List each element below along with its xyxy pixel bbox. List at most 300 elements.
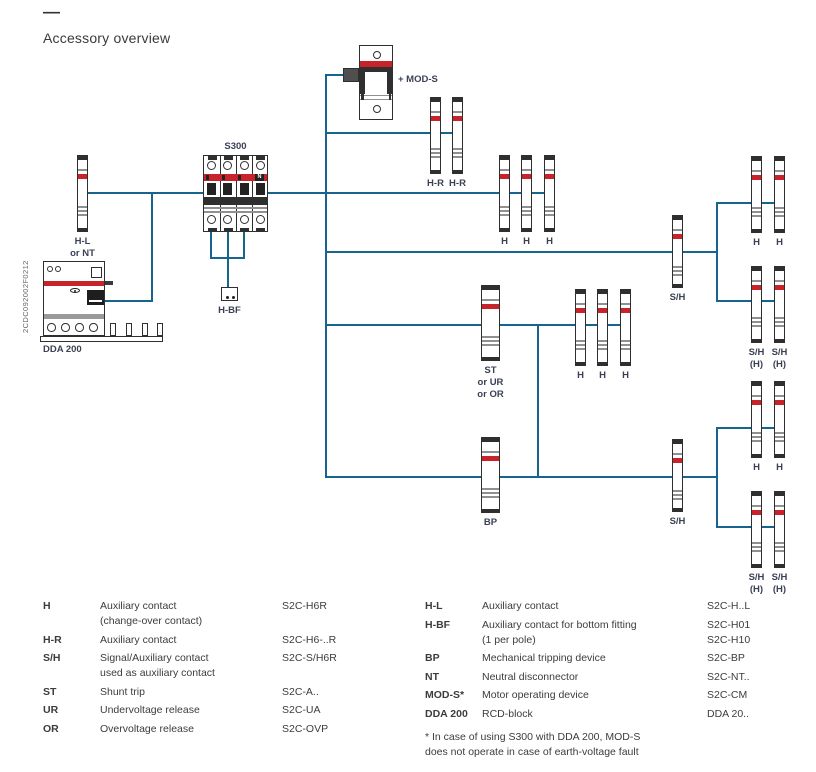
strip-line	[775, 436, 784, 438]
pole-separator	[220, 156, 221, 231]
strip-cap-top	[752, 382, 761, 386]
strip-line	[522, 214, 531, 216]
device-label-s300	[224, 141, 246, 153]
strip-line	[453, 156, 462, 158]
strip-line	[453, 148, 462, 150]
device-label-dda-200	[43, 344, 82, 356]
strip-line	[482, 340, 499, 342]
strip-line	[752, 280, 761, 282]
legend-code	[282, 599, 353, 629]
strip-line	[775, 215, 784, 217]
strip-cap-top	[752, 157, 761, 161]
hinge-tick-icon	[361, 94, 364, 100]
strip-line	[621, 348, 630, 350]
strip-line	[598, 303, 607, 305]
legend-code	[707, 707, 795, 722]
legend-code	[282, 651, 353, 681]
pole-tab-bottom-icon	[240, 228, 249, 232]
dda-body	[43, 261, 105, 336]
legend-code	[282, 722, 353, 737]
strip-line	[775, 170, 784, 172]
strip-line	[775, 440, 784, 442]
device-label-line: H	[523, 236, 530, 247]
device-label-line: H-L	[74, 236, 91, 247]
device-h-rt-2	[774, 156, 785, 233]
strip-cap-bottom	[752, 454, 761, 458]
device-label-line: H	[776, 462, 783, 473]
legend-term: H-BF	[425, 618, 451, 631]
device-h-bot-2	[597, 289, 608, 366]
strip-cap-bottom	[482, 357, 499, 361]
legend-desc-line: Undervoltage release	[100, 704, 200, 716]
legend-code	[707, 618, 795, 648]
wire-s300-pin-3	[243, 231, 245, 259]
legend-code	[282, 703, 353, 718]
legend-desc-line: Signal/Auxiliary contact	[100, 652, 209, 664]
device-h-bot-3	[620, 289, 631, 366]
legend-code-line: S2C-OVP	[282, 722, 329, 735]
device-label-h-top-2	[523, 236, 530, 248]
strip-cap-top	[545, 156, 554, 160]
legend-code	[282, 685, 353, 700]
legend-right	[425, 599, 795, 760]
legend-desc	[482, 688, 707, 703]
strip-line	[775, 505, 784, 507]
strip-line	[598, 348, 607, 350]
pole-toggle-icon	[240, 183, 249, 195]
red-band	[78, 174, 87, 179]
device-label-h-rb-1	[753, 462, 760, 474]
device-label-line: S/H	[669, 516, 686, 527]
legend-code-line: S2C-H6-..R	[282, 633, 337, 646]
device-h-r-2	[452, 97, 463, 174]
strip-line	[752, 436, 761, 438]
device-label-h-bot-3	[622, 370, 629, 382]
red-band	[752, 400, 761, 405]
strip-line	[752, 211, 761, 213]
pole-terminal-circle-icon	[207, 161, 216, 170]
strip-cap-top	[78, 156, 87, 160]
strip-line	[576, 344, 585, 346]
device-h-rb-1	[751, 381, 762, 458]
pole-terminal-circle-icon	[223, 161, 232, 170]
strip-cap-top	[522, 156, 531, 160]
device-label-line: S/H	[748, 347, 765, 358]
device-h-top-3	[544, 155, 555, 232]
red-band	[752, 175, 761, 180]
device-s-h-lower	[672, 439, 683, 512]
device-s-h-rb-2	[774, 491, 785, 568]
neutral-marker: N	[255, 174, 264, 182]
strip-line	[500, 206, 509, 208]
device-dda-200	[43, 261, 163, 342]
strip-line	[453, 152, 462, 154]
band-tick-icon	[238, 175, 241, 180]
device-label-line: or UR	[477, 377, 504, 388]
strip-line	[482, 336, 499, 338]
side-rail	[387, 72, 392, 94]
strip-cap-top	[775, 267, 784, 271]
legend-desc-line: used as auxiliary contact	[100, 667, 215, 679]
terminal-circle-icon	[373, 51, 381, 59]
strip-line	[482, 299, 499, 301]
legend-desc-line: (change-over contact)	[100, 615, 203, 627]
device-label-h-bf	[218, 305, 241, 317]
device-label-mod-s	[398, 74, 438, 86]
strip-cap-top	[482, 286, 499, 290]
legend-desc	[482, 670, 707, 685]
strip-line	[204, 207, 267, 209]
strip-line	[673, 494, 682, 496]
device-label-h-bot-1	[577, 370, 584, 382]
hinge-line	[360, 95, 392, 96]
strip-line	[482, 451, 499, 453]
device-h-rb-2	[774, 381, 785, 458]
strip-line	[522, 169, 531, 171]
legend-desc	[100, 685, 282, 700]
strip-line	[576, 348, 585, 350]
strip-cap-bottom	[752, 339, 761, 343]
red-band	[775, 285, 784, 290]
device-label-line: (H)	[749, 359, 764, 370]
wire-bp-branch	[325, 476, 718, 478]
strip-line	[752, 550, 761, 552]
device-s-h-rt-1	[751, 266, 762, 343]
strip-cap-bottom	[78, 228, 87, 232]
device-label-line: (H)	[772, 359, 787, 370]
strip-line	[204, 211, 267, 213]
device-h-top-2	[521, 155, 532, 232]
legend-desc-line: Shunt trip	[100, 685, 145, 698]
strip-line	[752, 321, 761, 323]
pole-tab-bottom-icon	[224, 228, 233, 232]
dda-toggle-icon	[87, 290, 104, 305]
strip-cap-top	[453, 98, 462, 102]
wire-s-h-branch	[325, 251, 718, 253]
legend-code-line: S2C-CM	[707, 689, 748, 701]
device-label-line: (H)	[772, 584, 787, 595]
legend-desc-line: Overvoltage release	[100, 722, 194, 735]
legend-code-line: S2C-A..	[282, 685, 319, 698]
device-label-h-r-2	[449, 178, 466, 190]
footnote-line: * In case of using S300 with DDA 200, MOD-S	[425, 730, 641, 743]
legend-desc-line: Auxiliary contact	[100, 633, 177, 646]
dda-terminal-circle-icon	[75, 323, 84, 332]
legend-code-line: S2C-S/H6R	[282, 652, 337, 664]
legend-desc	[482, 707, 707, 722]
strip-cap-bottom	[576, 362, 585, 366]
strip-cap-top	[482, 438, 499, 442]
wire-s300-pin-1	[210, 231, 212, 259]
strip-line	[500, 210, 509, 212]
legend-desc	[100, 599, 282, 629]
dda-window	[91, 267, 102, 278]
strip-line	[752, 440, 761, 442]
device-label-line: H	[501, 236, 508, 247]
red-band	[482, 456, 499, 461]
device-label-line: H	[546, 236, 553, 247]
device-s-h-upper	[672, 215, 683, 288]
strip-line	[78, 214, 87, 216]
device-label-line: S/H	[771, 347, 788, 358]
strip-cap-bottom	[522, 228, 531, 232]
device-label-line: H	[753, 462, 760, 473]
device-label-line: H	[599, 370, 606, 381]
wire-mod-s-stub	[325, 74, 345, 76]
strip-cap-bottom	[453, 170, 462, 174]
legend-term: BP	[425, 652, 440, 664]
strip-line	[621, 344, 630, 346]
pole-tab-top-icon	[240, 156, 249, 160]
strip-line	[673, 453, 682, 455]
strip-line	[500, 169, 509, 171]
device-label-h-bot-2	[599, 370, 606, 382]
dda-terminal-circle-icon	[61, 323, 70, 332]
device-label-s-h-rb-2	[772, 572, 788, 596]
device-st	[481, 285, 500, 361]
device-label-h-rb-2	[776, 462, 783, 474]
legend-left	[43, 599, 353, 737]
strip-cap-bottom	[673, 508, 682, 512]
pole-tab-bottom-icon	[256, 228, 265, 232]
wire-trunk	[325, 74, 327, 478]
red-band	[673, 234, 682, 239]
device-label-line: H-R	[427, 178, 444, 189]
device-label-line: S/H	[748, 572, 765, 583]
band-tick-icon	[206, 175, 209, 180]
strip-cap-bottom	[598, 362, 607, 366]
pole-tab-bottom-icon	[208, 228, 217, 232]
strip-cap-bottom	[500, 228, 509, 232]
strip-cap-top	[431, 98, 440, 102]
title-dash: —	[43, 2, 60, 21]
strip-line	[752, 395, 761, 397]
legend-desc-line: RCD-block	[482, 707, 533, 720]
device-label-line: H	[622, 370, 629, 381]
strip-line	[775, 317, 784, 319]
device-h-bot-1	[575, 289, 586, 366]
wire-bracket-bottom-lower	[716, 526, 780, 528]
strip-line	[673, 498, 682, 500]
device-label-bp	[484, 517, 497, 529]
strip-line	[78, 206, 87, 208]
device-label-line: BP	[483, 517, 498, 528]
dda-terminal-circle-icon	[89, 323, 98, 332]
pole-tab-top-icon	[208, 156, 217, 160]
strip-line	[453, 111, 462, 113]
red-band	[482, 304, 499, 309]
device-s-h-rt-2	[774, 266, 785, 343]
strip-cap-bottom	[752, 229, 761, 233]
legend-desc-line: Auxiliary contact	[100, 600, 177, 612]
red-band	[545, 174, 554, 179]
device-label-line: H	[577, 370, 584, 381]
wire-mid-drop	[537, 324, 539, 478]
legend-desc-line: Mechanical tripping device	[482, 652, 606, 664]
device-label-st	[477, 365, 503, 401]
device-s300	[203, 155, 268, 232]
device-h-r-1	[430, 97, 441, 174]
legend-code-line: S2C-NT..	[707, 670, 750, 683]
strip-line	[673, 266, 682, 268]
strip-cap-bottom	[673, 284, 682, 288]
strip-line	[775, 546, 784, 548]
legend-term: UR	[43, 704, 59, 716]
pole-toggle-icon	[256, 183, 265, 195]
hinge-line	[360, 99, 392, 100]
strip-line	[752, 215, 761, 217]
strip-line	[545, 210, 554, 212]
device-label-line: H-R	[449, 178, 466, 189]
terminal-circle-icon	[373, 105, 381, 113]
side-rail	[360, 72, 365, 94]
strip-line	[775, 211, 784, 213]
strip-line	[431, 152, 440, 154]
device-label-line: (H)	[749, 584, 764, 595]
device-label-line: or OR	[477, 389, 504, 400]
page-title: Accessory overview	[43, 30, 171, 46]
strip-line	[752, 170, 761, 172]
dda-pin-icon	[110, 323, 116, 336]
strip-line	[78, 169, 87, 171]
red-band	[522, 174, 531, 179]
strip-cap-top	[598, 290, 607, 294]
legend-code	[707, 599, 795, 614]
pole-terminal-circle-icon	[240, 161, 249, 170]
legend-code-line: S2C-BP	[707, 652, 745, 664]
wire-bracket-top	[716, 202, 718, 302]
legend-code-line: S2C-UA	[282, 704, 321, 716]
strip-cap-bottom	[545, 228, 554, 232]
device-mod-s	[359, 45, 393, 120]
toggle-slot	[89, 300, 102, 303]
pole-toggle-icon	[223, 183, 232, 195]
legend-term: H	[43, 600, 51, 612]
legend-code-line: S2C-H01	[707, 618, 751, 631]
strip-cap-top	[752, 492, 761, 496]
strip-line	[775, 395, 784, 397]
device-h-rt-1	[751, 156, 762, 233]
pole-terminal-circle-icon	[256, 215, 265, 224]
strip-line	[598, 340, 607, 342]
dda-pin-icon	[157, 323, 163, 336]
strip-line	[482, 488, 499, 490]
strip-line	[752, 325, 761, 327]
strip-line	[576, 303, 585, 305]
legend-code	[707, 688, 795, 703]
legend-desc	[482, 618, 707, 648]
red-band	[500, 174, 509, 179]
dda-eye-icon	[70, 288, 80, 293]
legend-code-line: S2C-H6R	[282, 600, 327, 612]
red-band	[775, 175, 784, 180]
legend-grid	[43, 599, 353, 737]
legend-term: H-L	[425, 600, 443, 612]
strip-line	[431, 111, 440, 113]
strip-line	[775, 542, 784, 544]
strip-cap-bottom	[431, 170, 440, 174]
strip-line	[545, 214, 554, 216]
strip-line	[621, 340, 630, 342]
strip-cap-top	[673, 440, 682, 444]
device-label-line: S300	[224, 141, 247, 152]
legend-grid	[425, 599, 795, 722]
strip-line	[78, 210, 87, 212]
legend-term: OR	[43, 722, 59, 735]
strip-line	[431, 148, 440, 150]
legend-desc	[482, 599, 707, 614]
device-label-h-r-1	[427, 178, 444, 190]
wire-bracket-bottom-upper	[716, 427, 780, 429]
hbf-dot-icon	[232, 296, 235, 299]
dark-band	[204, 197, 267, 205]
legend-term: DDA 200	[425, 707, 468, 720]
device-label-line: + MOD-S	[398, 74, 438, 85]
device-label-s-h-rb-1	[749, 572, 765, 596]
legend-term: H-R	[43, 633, 62, 646]
red-band	[673, 458, 682, 463]
device-label-h-l	[70, 236, 95, 260]
dda-base-plate	[40, 336, 163, 342]
dda-terminal-circle-icon	[47, 323, 56, 332]
red-band	[576, 308, 585, 313]
strip-line	[752, 505, 761, 507]
dda-pin-icon	[142, 323, 148, 336]
strip-line	[752, 432, 761, 434]
strip-cap-top	[621, 290, 630, 294]
device-h-l	[77, 155, 88, 232]
legend-desc-line: Auxiliary contact	[482, 600, 559, 612]
red-band	[431, 116, 440, 121]
strip-line	[431, 156, 440, 158]
strip-line	[775, 280, 784, 282]
dda-side-pin-icon	[105, 281, 113, 285]
dda-gray-band	[44, 314, 104, 319]
strip-line	[545, 169, 554, 171]
strip-cap-bottom	[775, 229, 784, 233]
legend-desc	[100, 651, 282, 681]
strip-line	[775, 321, 784, 323]
strip-line	[545, 206, 554, 208]
footnote-line: does not operate in case of earth-voltage fault	[425, 745, 639, 758]
legend-desc-line: Neutral disconnector	[482, 670, 579, 683]
device-s-h-rb-1	[751, 491, 762, 568]
red-band	[752, 285, 761, 290]
legend-footnote	[425, 730, 795, 760]
legend-desc-line: (1 per pole)	[482, 633, 536, 646]
strip-line	[482, 492, 499, 494]
strip-cap-bottom	[752, 564, 761, 568]
strip-cap-top	[775, 492, 784, 496]
wire-bracket-top-lower	[716, 300, 780, 302]
band-tick-icon	[222, 175, 225, 180]
device-h-top-1	[499, 155, 510, 232]
dda-circle-icon	[47, 266, 53, 272]
strip-line	[621, 303, 630, 305]
pole-terminal-circle-icon	[223, 215, 232, 224]
device-label-s-h-lower	[670, 516, 686, 528]
device-label-h-rt-2	[776, 237, 783, 249]
strip-cap-top	[752, 267, 761, 271]
red-band	[453, 116, 462, 121]
strip-line	[673, 274, 682, 276]
device-label-h-top-3	[546, 236, 553, 248]
legend-code-line: S2C-H..L	[707, 600, 751, 612]
strip-line	[775, 550, 784, 552]
strip-line	[673, 490, 682, 492]
red-band	[775, 400, 784, 405]
device-label-line: S/H	[771, 572, 788, 583]
